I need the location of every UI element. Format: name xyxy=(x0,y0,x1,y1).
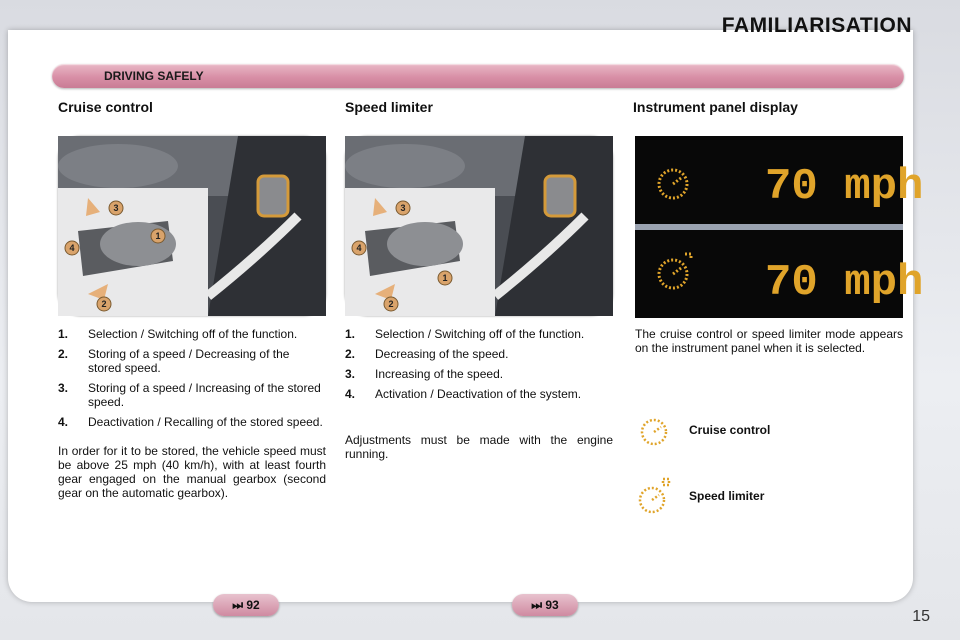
instrument-panel-note: The cruise control or speed limiter mode appears on the instrument panel when it is selected. xyxy=(635,327,903,355)
callout-3: 3 xyxy=(113,203,119,213)
list-item: 3. Increasing of the speed. xyxy=(345,367,504,381)
instrument-display-photo xyxy=(635,136,924,318)
section-label: DRIVING SAFELY xyxy=(104,69,204,83)
legend-speed-limiter xyxy=(637,476,764,516)
list-item: 3. Storing of a speed / Increasing of the stored speed. xyxy=(58,381,321,409)
speed-limiter-note: Adjustments must be made with the engine running. xyxy=(345,433,613,461)
callout-4: 4 xyxy=(356,243,362,253)
speed-limiter-list xyxy=(345,327,613,407)
callout-4: 4 xyxy=(69,243,75,253)
cruise-control-list xyxy=(58,327,326,435)
legend-label: Speed limiter xyxy=(689,489,765,503)
instrument-panel-title: Instrument panel display xyxy=(633,99,798,115)
cruise-control-title: Cruise control xyxy=(58,99,153,115)
list-item: 1. Selection / Switching off of the function. xyxy=(345,327,585,341)
callout-2: 2 xyxy=(101,299,107,309)
list-item: 4. Activation / Deactivation of the system. xyxy=(345,387,582,401)
display-bottom-readout: 70 mph xyxy=(765,258,924,308)
callout-1: 1 xyxy=(442,273,448,283)
section-header xyxy=(52,64,904,88)
list-item: 2. Decreasing of the speed. xyxy=(345,347,509,361)
speed-limiter-title: Speed limiter xyxy=(345,99,433,115)
cruise-control-icon xyxy=(637,413,671,447)
callout-1: 1 xyxy=(155,231,161,241)
callout-2: 2 xyxy=(388,299,394,309)
legend-cruise-control xyxy=(637,413,770,447)
legend-label: Cruise control xyxy=(689,423,771,437)
cruise-control-note: In order for it to be stored, the vehicle speed must be above 25 mph (40 km/h), with at least fourth gear engaged on the manual gearbox (second gear on the automatic gearbox). xyxy=(58,444,326,500)
speed-limiter-icon xyxy=(637,476,671,516)
display-top-readout: 70 mph xyxy=(765,162,924,212)
cruise-control-stalk-photo xyxy=(58,136,326,316)
page-ref-93-link[interactable]: ⏭ 93 xyxy=(512,594,578,616)
list-item: 2. Storing of a speed / Decreasing of the stored speed. xyxy=(58,347,290,375)
callout-3: 3 xyxy=(400,203,406,213)
page-ref-92-link[interactable]: ⏭ 92 xyxy=(213,594,279,616)
list-item: 1. Selection / Switching off of the function. xyxy=(58,327,298,341)
page-title: FAMILIARISATION xyxy=(721,14,912,37)
speed-limiter-stalk-photo xyxy=(345,136,613,316)
list-item: 4. Deactivation / Recalling of the stored speed. xyxy=(58,415,323,429)
page-number: 15 xyxy=(912,608,930,625)
